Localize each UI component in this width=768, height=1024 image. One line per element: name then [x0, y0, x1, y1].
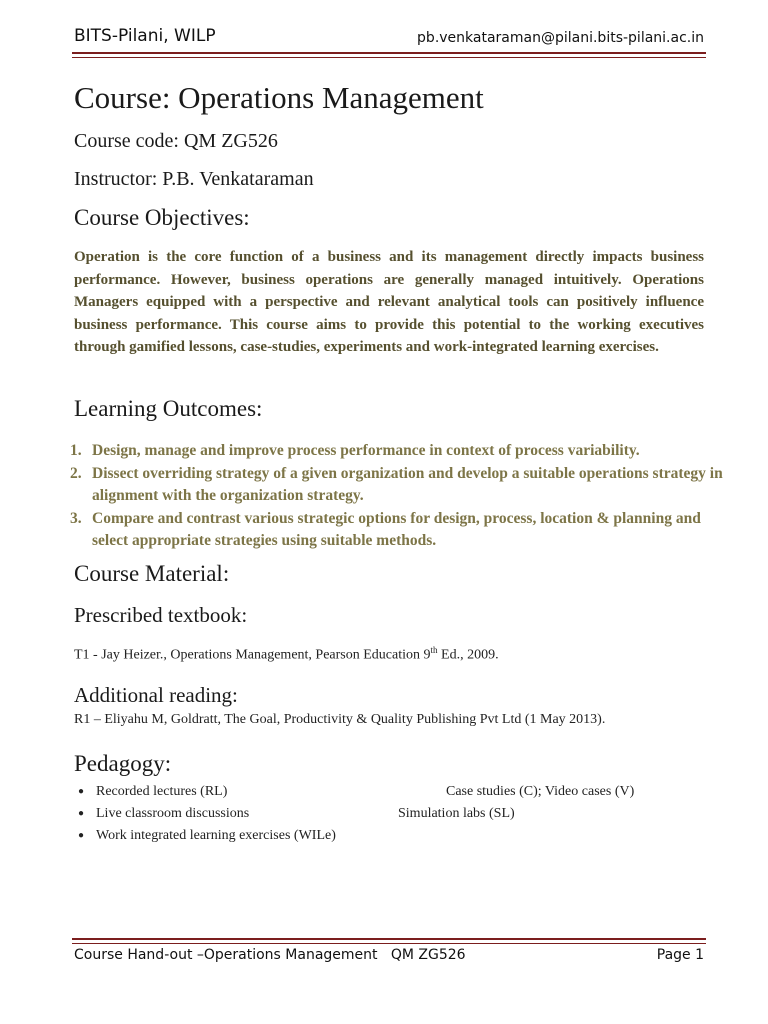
material-heading: Course Material: [74, 561, 230, 586]
pedagogy-item: Live classroom discussions [96, 806, 250, 821]
list-item [70, 463, 732, 508]
textbook-text-end: Ed., 2009. [437, 647, 499, 663]
additional-reference: R1 – Eliyahu M, Goldratt, The Goal, Productivity & Quality Publishing Pvt Ltd (1 May 2013). [74, 712, 606, 727]
pedagogy-item-secondary: Case studies (C); Video cases (V) [446, 784, 635, 799]
pedagogy-item-secondary: Simulation labs (SL) [398, 806, 515, 821]
textbook-edition-suffix: th [430, 645, 438, 655]
course-code: Course code: QM ZG526 [74, 130, 278, 152]
pedagogy-item: Work integrated learning exercises (WILe) [96, 828, 336, 843]
header-org: BITS-Pilani, WILP [74, 26, 216, 46]
header-divider [72, 52, 706, 58]
list-item [78, 784, 228, 800]
textbook-heading: Prescribed textbook: [74, 603, 248, 627]
outcome-text: Compare and contrast various strategic options for design, process, location & planning and select appropriate strategies using suitable methods. [92, 509, 701, 550]
header-email: pb.venkataraman@pilani.bits-pilani.ac.in [417, 30, 704, 46]
footer-page-number: Page 1 [656, 947, 704, 963]
footer-course: Course Hand-out –Operations Management QM ZG526 [74, 947, 466, 963]
outcome-number: 2. [70, 464, 82, 482]
list-item [70, 508, 732, 553]
pedagogy-item: Recorded lectures (RL) [96, 784, 228, 799]
course-title: Course: Operations Management [74, 80, 484, 115]
objectives-text: Operation is the core function of a business and its management directly impacts business performance. However, business operations are generally managed intuitively. Operations Managers equipped with a perspective and relevant analytical tools can positively influence business performance. This course aims to provide this potential to the working executives through gamified lessons, case-studies, experiments and work-integrated learning exercises. [74, 249, 704, 356]
outcome-number: 1. [70, 442, 82, 459]
bullet-icon: ● [78, 786, 85, 797]
outcome-text: Design, manage and improve process performance in context of process variability. [92, 442, 640, 459]
list-item [78, 828, 336, 844]
bullet-icon: ● [78, 830, 85, 841]
course-instructor: Instructor: P.B. Venkataraman [74, 168, 314, 190]
objectives-heading: Course Objectives: [74, 205, 250, 230]
pedagogy-heading: Pedagogy: [74, 751, 172, 776]
footer-divider [72, 938, 706, 944]
outcomes-list [70, 440, 732, 553]
additional-heading: Additional reading: [74, 683, 238, 707]
outcome-text: Dissect overriding strategy of a given organization and develop a suitable operations strategy in alignment with the organization strategy. [92, 464, 723, 505]
outcome-number: 3. [70, 509, 82, 527]
outcomes-heading: Learning Outcomes: [74, 396, 263, 421]
bullet-icon: ● [78, 808, 85, 819]
list-item [78, 806, 250, 822]
list-item [70, 440, 732, 463]
textbook-text: T1 - Jay Heizer., Operations Management, Pearson Education 9 [74, 647, 431, 663]
textbook-reference [74, 645, 499, 664]
